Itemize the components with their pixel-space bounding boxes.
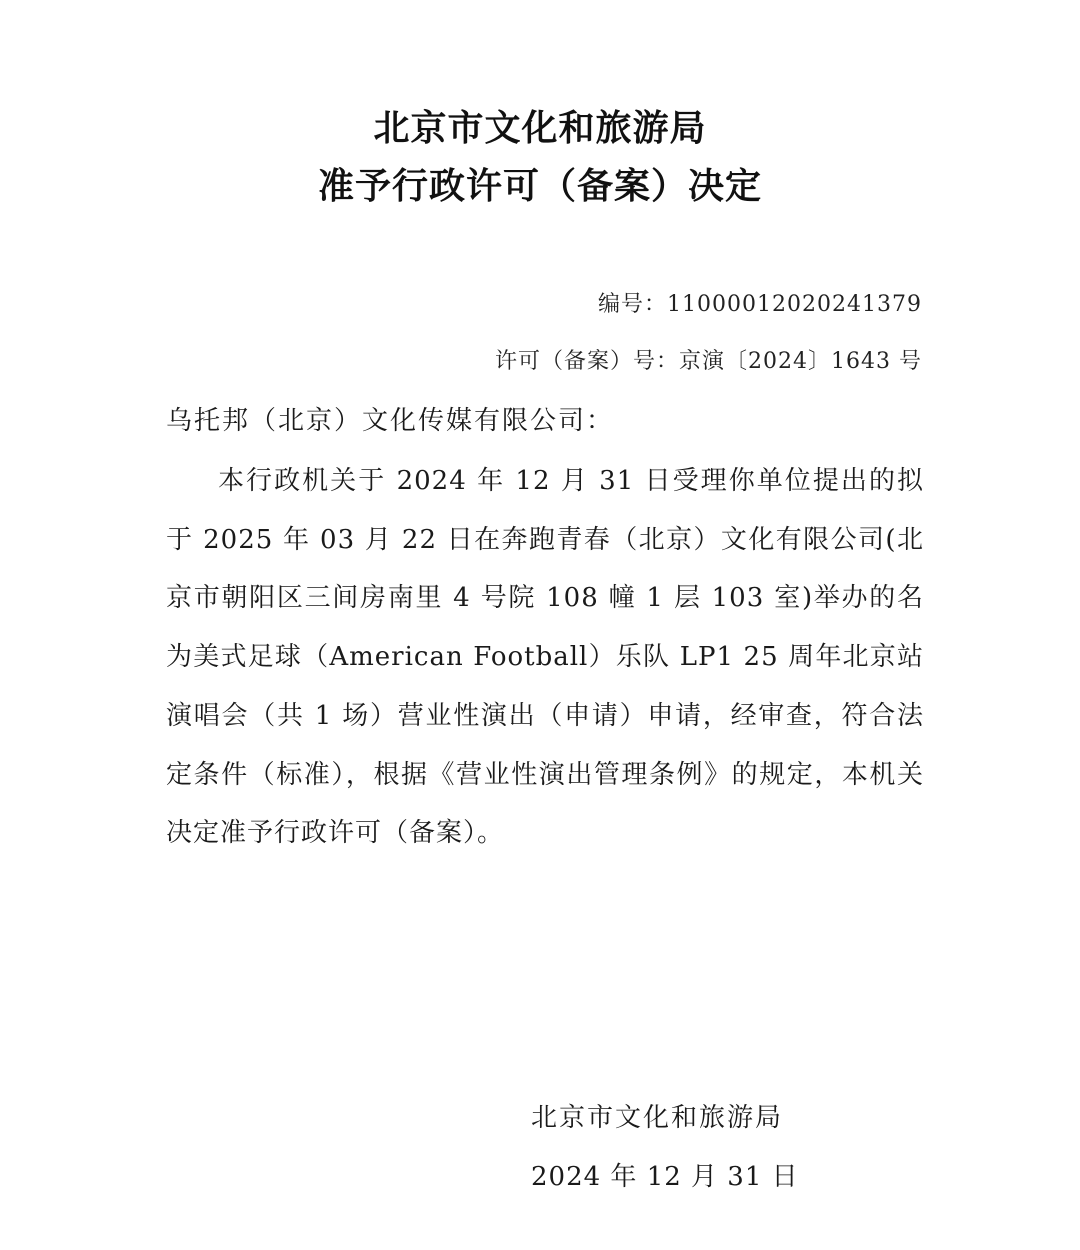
addressee: 乌托邦（北京）文化传媒有限公司： <box>166 406 615 436</box>
signature-date: 2024 年 12 月 31 日 <box>531 1162 799 1192</box>
permit-number: 许可（备案）号：京演〔2024〕1643 号 <box>495 349 922 374</box>
document-title-line2: 准予行政许可（备案）决定 <box>317 166 762 207</box>
signature-organization: 北京市文化和旅游局 <box>531 1103 784 1133</box>
serial-number: 编号：11000012020241379 <box>598 292 922 317</box>
decision-body: 本行政机关于 2024 年 12 月 31 日受理你单位提出的拟于 2025 年 03 月 22 日在奔跑青春（北京）文化有限公司(北京市朝阳区三间房南里 4 号院 108 幢 1 层 103 室)举办的名为美式足球（American Football）乐队 LP1 25 周年北京站演唱会（共 1 场）营业性演出（申请）申请，经审查，符合法定条件（标准），根据《营业性演出管理条例》的规定，本机关决定准予行政许可（备案）。 <box>166 466 924 849</box>
document-title-line1: 北京市文化和旅游局 <box>373 108 707 149</box>
